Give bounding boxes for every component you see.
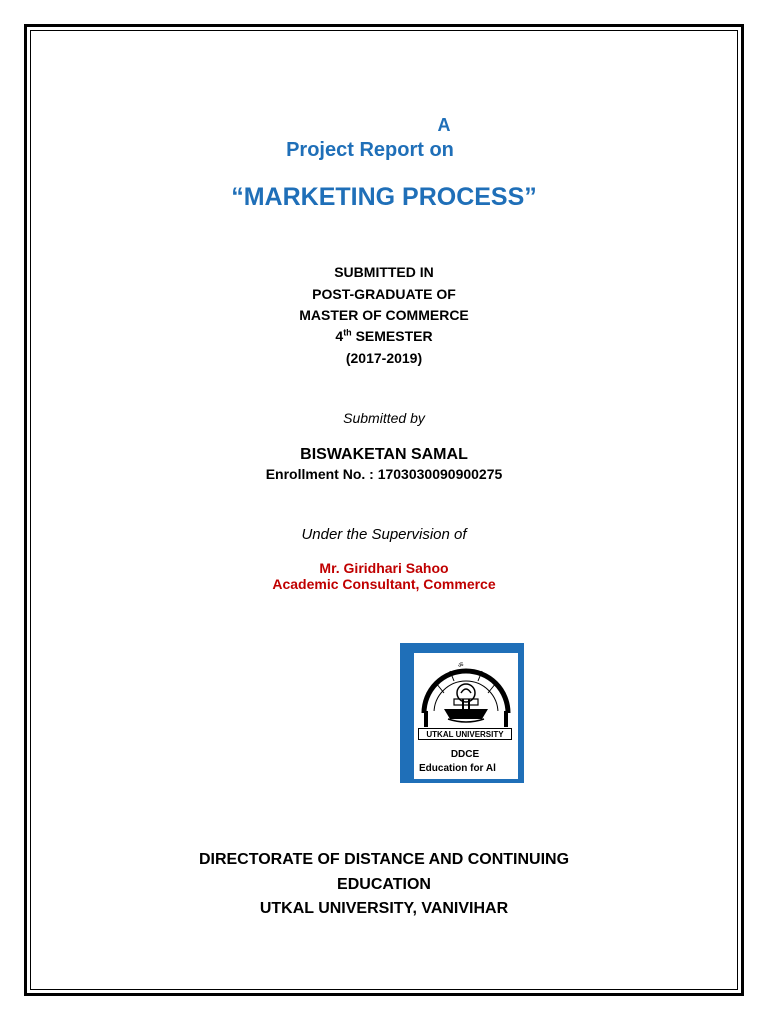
title-intro: Project Report on [286,139,454,161]
page-border-inner [30,30,738,990]
session-years: (2017-2019) [345,350,423,366]
post-graduate-line: POST-GRADUATE OF [312,286,456,302]
logo-motto: Education for Al [419,763,496,774]
institution-line-2: EDUCATION [337,876,431,893]
svg-text:ॐ: ॐ [458,662,464,669]
semester-line [0,328,768,344]
title-article: A [437,115,451,135]
submitted-by-label: Submitted by [343,410,425,426]
enrollment-number: 1703030090900275 [377,466,503,482]
supervisor-name: Mr. Giridhari Sahoo [319,560,449,576]
logo-unit-name: DDCE [450,749,480,760]
submitted-in-line: SUBMITTED IN [334,264,434,280]
enrollment-line [0,466,768,482]
project-title: “MARKETING PROCESS” [231,183,537,211]
enrollment-label: Enrollment No. : [265,466,378,482]
degree-line: MASTER OF COMMERCE [299,307,469,323]
semester-word: SEMESTER [351,328,433,344]
semester-suffix: th [343,327,352,338]
student-name: BISWAKETAN SAMAL [300,446,468,463]
university-seal-icon [414,653,518,779]
institution-line-1: DIRECTORATE OF DISTANCE AND CONTINUING [198,851,570,868]
supervisor-designation: Academic Consultant, Commerce [272,576,496,592]
supervision-label: Under the Supervision of [301,526,467,543]
logo-university-name: UTKAL UNIVERSITY [418,728,512,740]
institution-line-3: UTKAL UNIVERSITY, VANIVIHAR [259,900,509,917]
semester-number: 4 [335,328,344,344]
